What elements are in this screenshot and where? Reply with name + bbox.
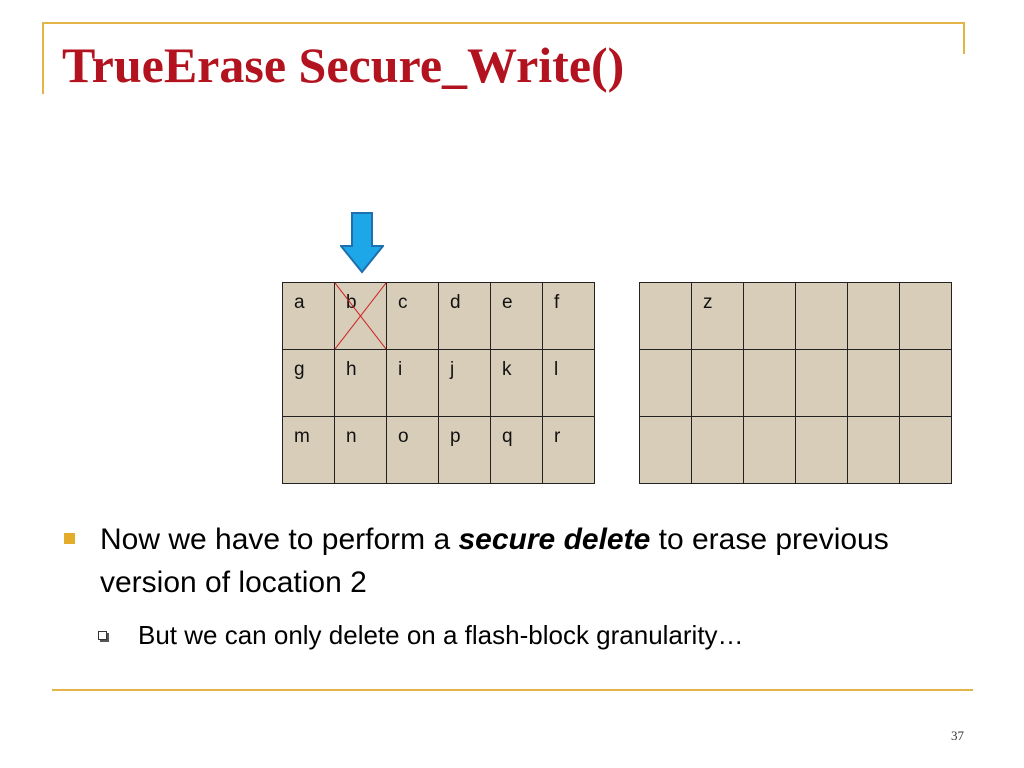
block-row — [640, 417, 952, 484]
cell-label: c — [398, 292, 408, 313]
cross-out-mark — [335, 283, 386, 349]
cell-label: j — [450, 359, 455, 380]
cell-label: k — [502, 359, 512, 380]
flash-cell — [900, 417, 952, 484]
bullet-main-after: to erase previous version of location 2 — [100, 523, 889, 599]
flash-cell — [848, 350, 900, 417]
flash-cell — [283, 283, 335, 350]
flash-cell — [335, 417, 387, 484]
cell-label: m — [294, 426, 310, 447]
flash-cell — [387, 350, 439, 417]
cell-label: n — [346, 426, 357, 447]
hollow-square-bullet-icon — [98, 631, 107, 640]
cell-label: e — [502, 292, 513, 313]
frame-right-line — [963, 22, 965, 54]
cell-label: d — [450, 292, 461, 313]
flash-block-left — [282, 282, 595, 484]
flash-cell-crossed — [335, 283, 387, 350]
cell-label: h — [346, 359, 357, 380]
flash-cell — [335, 350, 387, 417]
block-row — [640, 283, 952, 350]
frame-top-line — [42, 22, 965, 24]
flash-cell — [283, 417, 335, 484]
flash-cell — [543, 350, 595, 417]
flash-cell — [439, 283, 491, 350]
cell-label: l — [554, 359, 559, 380]
flash-cell — [640, 417, 692, 484]
flash-cell — [796, 350, 848, 417]
flash-cell — [900, 283, 952, 350]
cell-label: i — [398, 359, 403, 380]
flash-cell — [491, 283, 543, 350]
flash-cell — [900, 350, 952, 417]
flash-cell — [439, 350, 491, 417]
cell-label: r — [554, 426, 561, 447]
cell-label: p — [450, 426, 461, 447]
cell-label: o — [398, 426, 409, 447]
bullet-main-text — [100, 518, 924, 604]
cell-label: g — [294, 359, 305, 380]
frame-left-line — [42, 22, 44, 94]
bullet-sub — [98, 617, 958, 653]
flash-cell — [543, 283, 595, 350]
block-row — [283, 283, 595, 350]
flash-cell — [640, 283, 692, 350]
block-row — [283, 350, 595, 417]
flash-cell — [796, 283, 848, 350]
block-row — [283, 417, 595, 484]
square-bullet-icon — [64, 533, 75, 544]
cell-label: z — [703, 292, 713, 313]
cell-label: f — [554, 292, 560, 313]
flash-cell — [692, 283, 744, 350]
down-arrow-icon — [340, 212, 384, 274]
flash-cell — [796, 417, 848, 484]
cell-label: b — [346, 292, 357, 313]
frame-bottom-line — [52, 689, 973, 691]
flash-cell — [692, 350, 744, 417]
flash-cell — [848, 283, 900, 350]
flash-cell — [640, 350, 692, 417]
flash-cell — [283, 350, 335, 417]
page-number: 37 — [951, 728, 964, 743]
flash-cell — [744, 350, 796, 417]
cell-label: q — [502, 426, 513, 447]
flash-cell — [387, 417, 439, 484]
cell-label: a — [294, 292, 305, 313]
flash-cell — [744, 417, 796, 484]
bullet-main — [64, 518, 924, 604]
bullet-main-emphasis: secure delete — [458, 523, 651, 556]
flash-cell — [744, 283, 796, 350]
flash-block-right — [639, 282, 952, 484]
bullet-main-before: Now we have to perform a — [100, 523, 459, 556]
flash-cell — [387, 283, 439, 350]
slide-title: TrueErase Secure_Write() — [62, 37, 625, 93]
flash-cell — [439, 417, 491, 484]
bullet-sub-text: But we can only delete on a flash-block granularity… — [138, 620, 744, 650]
flash-cell — [543, 417, 595, 484]
flash-cell — [491, 417, 543, 484]
flash-cell — [491, 350, 543, 417]
block-row — [640, 350, 952, 417]
flash-cell — [848, 417, 900, 484]
flash-cell — [692, 417, 744, 484]
